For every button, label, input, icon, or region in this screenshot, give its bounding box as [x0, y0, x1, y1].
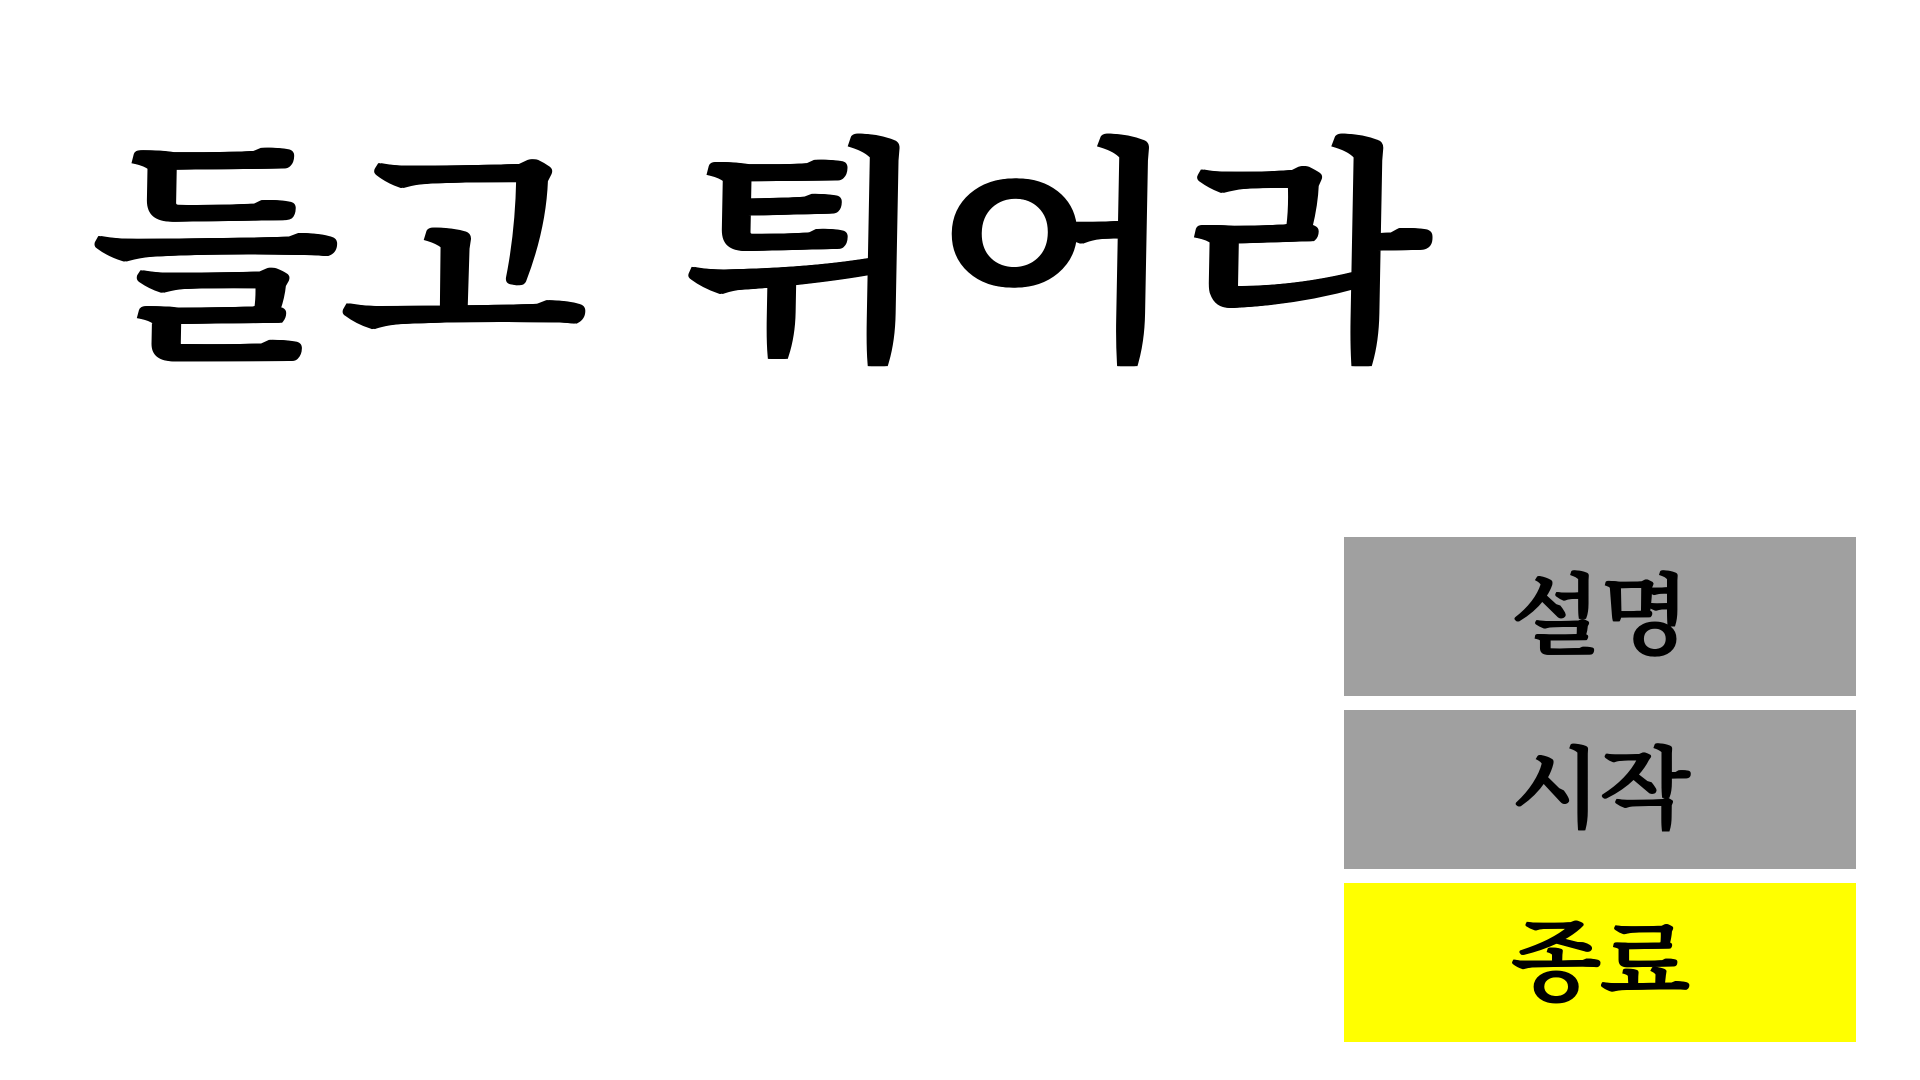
- start-button[interactable]: [1344, 710, 1856, 869]
- quit-button[interactable]: [1344, 883, 1856, 1042]
- start-button-label: 시작: [1511, 738, 1689, 840]
- game-title: 들고 튀어라: [90, 120, 1437, 393]
- instructions-button[interactable]: [1344, 537, 1856, 696]
- instructions-button-label: 설명: [1511, 565, 1689, 667]
- main-menu: [1344, 537, 1856, 1042]
- quit-button-label: 종료: [1511, 911, 1689, 1013]
